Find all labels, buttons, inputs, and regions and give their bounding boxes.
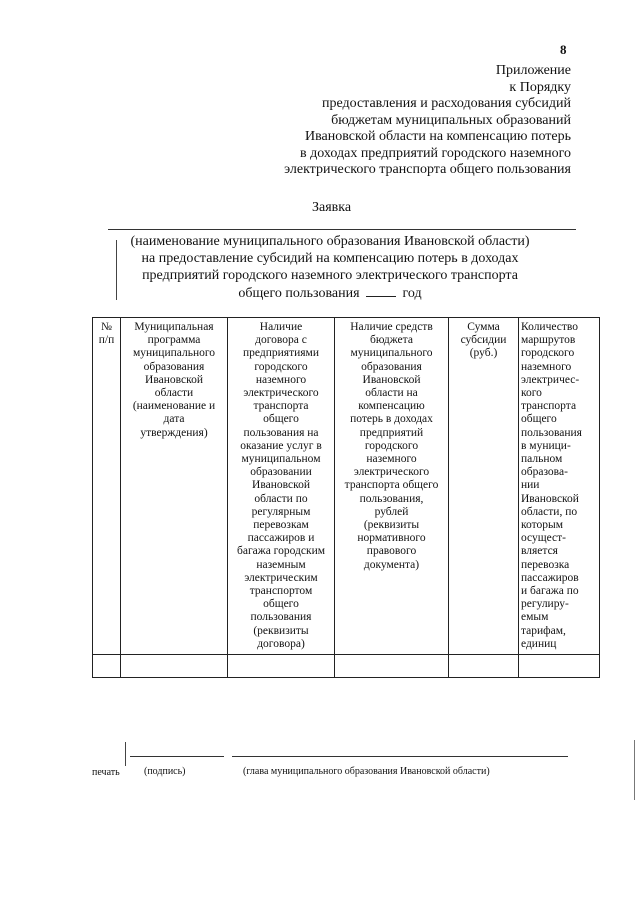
table-header-label: Количество маршрутов городского наземного электричес- кого транспорта общего пользования в муници- пальном образова- нии Ивановской области, по которым осущест- вляется перевозка пассажиров и багажа по регулиру- емым тарифам, единиц [521, 321, 582, 650]
appendix-line: в доходах предприятий городского наземного [300, 145, 571, 161]
signature-label: (подпись) [144, 766, 186, 777]
table-header-cell [449, 318, 519, 655]
page-number: 8 [560, 42, 567, 57]
table-header-label: Наличие договора с предприятиями городского наземного электрического транспорта общего пользования на оказание услуг в муниципальном образовании Ивановской области по регулярным перевозкам пассажиров и багажа городским наземным электрическим транспортом общего пользования (реквизиты договора) [236, 321, 326, 650]
table-cell [93, 655, 121, 678]
table-cell [121, 655, 228, 678]
table-header-cell [335, 318, 449, 655]
appendix-line: Ивановской области на компенсацию потерь [304, 129, 571, 144]
table-header-cell [519, 318, 600, 655]
appendix-line: предоставления и расходования субсидий [321, 96, 571, 111]
request-line-4-end: год [402, 286, 422, 301]
appendix-line: к Порядку [509, 79, 571, 95]
table-header-label: № п/п [98, 321, 115, 347]
subsidy-table [92, 317, 600, 678]
appendix-line: Приложение [495, 63, 571, 78]
request-line-4-start: общего пользования [238, 286, 360, 301]
head-label: (глава муниципального образования Ивановской области) [243, 766, 490, 777]
appendix-block [191, 63, 571, 179]
signature-line-left [130, 756, 224, 757]
scan-edge-mark [634, 740, 635, 800]
table-header-label: Муниципальная программа муниципального образования Ивановской области (наименование и дата утверждения) [132, 321, 216, 439]
request-line-3: предприятий городского наземного электрического транспорта [142, 268, 518, 283]
table-row [93, 655, 600, 678]
table-header-row [93, 318, 600, 655]
table-header-label: Наличие средств бюджета муниципального образования Ивановской области на компенсацию потерь в доходах предприятий городского наземного электрического транспорта общего пользования, рублей (реквизиты нормативного правового документа) [344, 321, 439, 571]
request-line-1: (наименование муниципального образования Ивановской области) [130, 234, 530, 249]
year-blank [366, 284, 396, 297]
table-cell [449, 655, 519, 678]
appendix-line: электрического транспорта общего пользования [284, 162, 571, 177]
margin-mark-left [116, 240, 117, 300]
stamp-label: печать [92, 767, 120, 778]
request-line-2: на предоставление субсидий на компенсацию потерь в доходах [141, 251, 519, 266]
request-block [110, 233, 550, 302]
table-header-label: Сумма субсидии (руб.) [460, 321, 507, 360]
document-title: Заявка [312, 200, 352, 215]
table-header-cell [228, 318, 335, 655]
top-rule [108, 229, 576, 230]
table-header-cell [121, 318, 228, 655]
request-line-4 [110, 284, 550, 302]
table-header-cell [93, 318, 121, 655]
appendix-line: бюджетам муниципальных образований [331, 112, 571, 128]
table-cell [228, 655, 335, 678]
margin-mark-bottom [125, 742, 126, 766]
table-cell [519, 655, 600, 678]
table-cell [335, 655, 449, 678]
signature-line-right [232, 756, 568, 757]
